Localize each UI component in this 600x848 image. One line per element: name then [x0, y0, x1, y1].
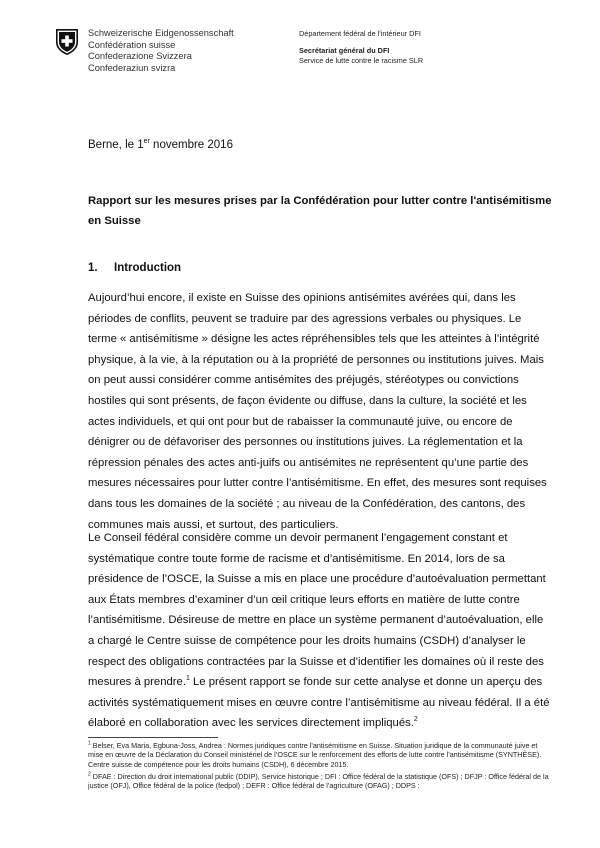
section-heading: [88, 262, 181, 274]
department: Département fédéral de l'intérieur DFI: [299, 29, 421, 38]
issuing-office: [299, 29, 423, 66]
footnote-ref: 2: [413, 716, 418, 724]
report-title: Rapport sur les mesures prises par la Confédération pour lutter contre l'antisémitisme en Suisse: [88, 195, 552, 227]
org-name: Confédération suisse: [88, 39, 176, 50]
org-name: Confederazione Svizzera: [88, 51, 192, 61]
document-date: Berne, le 1er novembre 2016: [88, 138, 233, 151]
org-name: Confederaziun svizra: [88, 62, 176, 73]
swiss-crest-logo: [55, 28, 79, 56]
section-number: 1.: [88, 262, 98, 274]
body-paragraph: Aujourd’hui encore, il existe en Suisse des opinions antisémites avérées qui, dans les périodes de conflits, peuvent se traduire par des agressions verbales ou physiques. Le terme « antisémitisme » désigne les actes répréhensibles tels que les atteintes à l’intégrité physique, à la vie, à la réputation ou à la propriété de personnes ou institutions juives. Mais on peut aussi considérer comme antisémites des préjugés, stéréotypes ou convictions hostiles qui sont présents, de façon évidente ou diffuse, dans la culture, la société et les actes individuels, et qui ont pour but de rabaisser la communauté juive, ou encore de dénigrer ou de défavoriser des personnes ou institutions juives. La réglementation et la répression pénales des actes anti-juifs ou antisémites ne représentent qu’une partie des mesures nécessaires pour lutter contre l’antisémitisme. En effet, des mesures sont requises dans tous les domaines de la société ; au niveau de la Confédération, des cantons, des communes mais aussi, et surtout, des particuliers.: [88, 292, 547, 531]
section-title: Introduction: [114, 262, 182, 274]
confederation-names: [88, 28, 234, 74]
org-name: Schweizerische Eidgenossenschaft: [88, 28, 234, 38]
secretariat: Secrétariat général du DFI: [299, 46, 390, 55]
footnote-ref: 1: [185, 675, 190, 683]
footnote: $^1$ Belser, Eva Maria, Egbuna-Joss, Andrea : Normes juridiques contre l’antisémitisme en Suisse. Situation juridique de la communauté juive et mise en œuvre de la Déclaration du Conseil ministériel de l’OSCE sur le renforcement des efforts de lutte contre l’antisémitisme (SYNTHÈSE). Centre suisse de compétence pour les droits humains (CSDH), 6 décembre 2015.: [88, 740, 542, 769]
body-paragraph: Le Conseil fédéral considère comme un devoir permanent l’engagement constant et systématique contre toute forme de racisme et d’antisémitisme. En 2014, lors de sa présidence de l’OSCE, la Suisse a mis en place une procédure d’autoévaluation permettant aux États membres d’examiner d’un œil critique leurs efforts en matière de lutte contre l’antisémitisme. Désireuse de mettre en place un système permanent d’autoévaluation, elle a chargé le Centre suisse de compétence pour les droits humains (CSDH) d’analyser le respect des obligations contractées par la Suisse et d’identifier les domaines où il reste des mesures à prendre.$^1$ Le présent rapport se fonde sur cette analyse et donne un aperçu des activités systématiquement mises en œuvre contre l’antisémitisme au niveau fédéral. Il a été élaboré en collaboration avec les services directement impliqués.$^2$: [88, 532, 550, 730]
footnote-separator: [88, 737, 218, 738]
service: Service de lutte contre le racisme SLR: [299, 56, 424, 65]
footnote: $^2$ DFAE : Direction du droit international public (DDIP), Service historique ; DFI : Office fédéral de la statistique (OFS) ; DFJP : Office fédéral de la justice (OFJ), Office fédéral de la police (fedpol) ; DEFR : Office fédéral de l’agriculture (OFAG) ; DDPS :: [88, 771, 549, 791]
